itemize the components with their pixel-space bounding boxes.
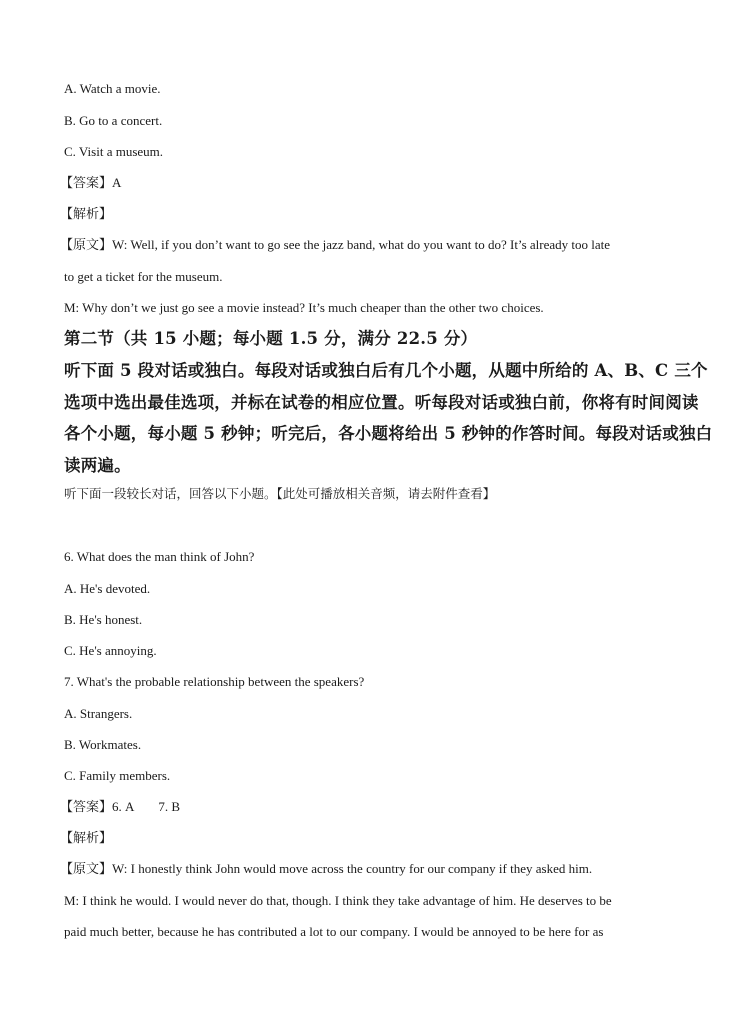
section-2-instruction-3: 各个小题，每小题 5 秒钟；听完后，各小题将给出 5 秒钟的作答时间。每段对话或独白 bbox=[64, 424, 713, 443]
q6-option-c: C. He's annoying. bbox=[64, 643, 157, 658]
section-2-heading: 第二节（共 15 小题；每小题 1.5 分，满分 22.5 分） bbox=[64, 329, 478, 348]
q7-option-a: A. Strangers. bbox=[64, 706, 133, 721]
original-text-line-2: to get a ticket for the museum. bbox=[64, 269, 223, 284]
q6-question: 6. What does the man think of John? bbox=[64, 549, 255, 564]
original-text-line-3: M: Why don’t we just go see a movie instead? It’s much cheaper than the other two choices. bbox=[64, 300, 544, 315]
original-text-line-1 bbox=[60, 237, 610, 253]
answer-line bbox=[60, 175, 121, 191]
original-text-2-line-3: paid much better, because he has contributed a lot to our company. I would be annoyed to be here for as bbox=[64, 924, 604, 939]
q7-question: 7. What's the probable relationship between the speakers? bbox=[64, 674, 365, 689]
answer-line-2 bbox=[60, 799, 180, 815]
original-text-2-line-2: M: I think he would. I would never do that, though. I think they take advantage of him. He deserves to be bbox=[64, 893, 612, 908]
original-text: W: Well, if you don’t want to go see the jazz band, what do you want to do? It’s already too late bbox=[112, 237, 611, 252]
audio-note: 听下面一段较长对话，回答以下小题。【此处可播放相关音频，请去附件查看】 bbox=[64, 486, 496, 501]
answer-6: 6. A bbox=[112, 799, 135, 814]
answer-7: 7. B bbox=[158, 799, 181, 814]
section-2-instruction-1: 听下面 5 段对话或独白。每段对话或独白后有几个小题，从题中所给的 A、B、C 三个 bbox=[64, 361, 708, 380]
original-text-2-line-1 bbox=[60, 861, 592, 877]
answer-tag-2: 【答案】 bbox=[60, 799, 113, 814]
q5-option-c: C. Visit a museum. bbox=[64, 144, 164, 159]
q6-option-a: A. He's devoted. bbox=[64, 581, 151, 596]
analysis-tag-2: 【解析】 bbox=[60, 830, 113, 845]
q7-option-c: C. Family members. bbox=[64, 768, 171, 783]
q5-option-b: B. Go to a concert. bbox=[64, 113, 163, 128]
q5-option-a: A. Watch a movie. bbox=[64, 81, 161, 96]
answer-tag: 【答案】 bbox=[60, 175, 113, 190]
section-2-instruction-2: 选项中选出最佳选项，并标在试卷的相应位置。听每段对话或独白前，你将有时间阅读 bbox=[64, 393, 699, 412]
q7-option-b: B. Workmates. bbox=[64, 737, 142, 752]
q6-option-b: B. He's honest. bbox=[64, 612, 143, 627]
original-tag: 【原文】 bbox=[60, 237, 113, 252]
original-tag-2: 【原文】 bbox=[60, 861, 113, 876]
original-text-2: W: I honestly think John would move across the country for our company if they asked him. bbox=[112, 861, 593, 876]
section-2-instruction-4: 读两遍。 bbox=[64, 456, 131, 475]
answer-value: A bbox=[112, 175, 122, 190]
analysis-tag: 【解析】 bbox=[60, 206, 113, 221]
